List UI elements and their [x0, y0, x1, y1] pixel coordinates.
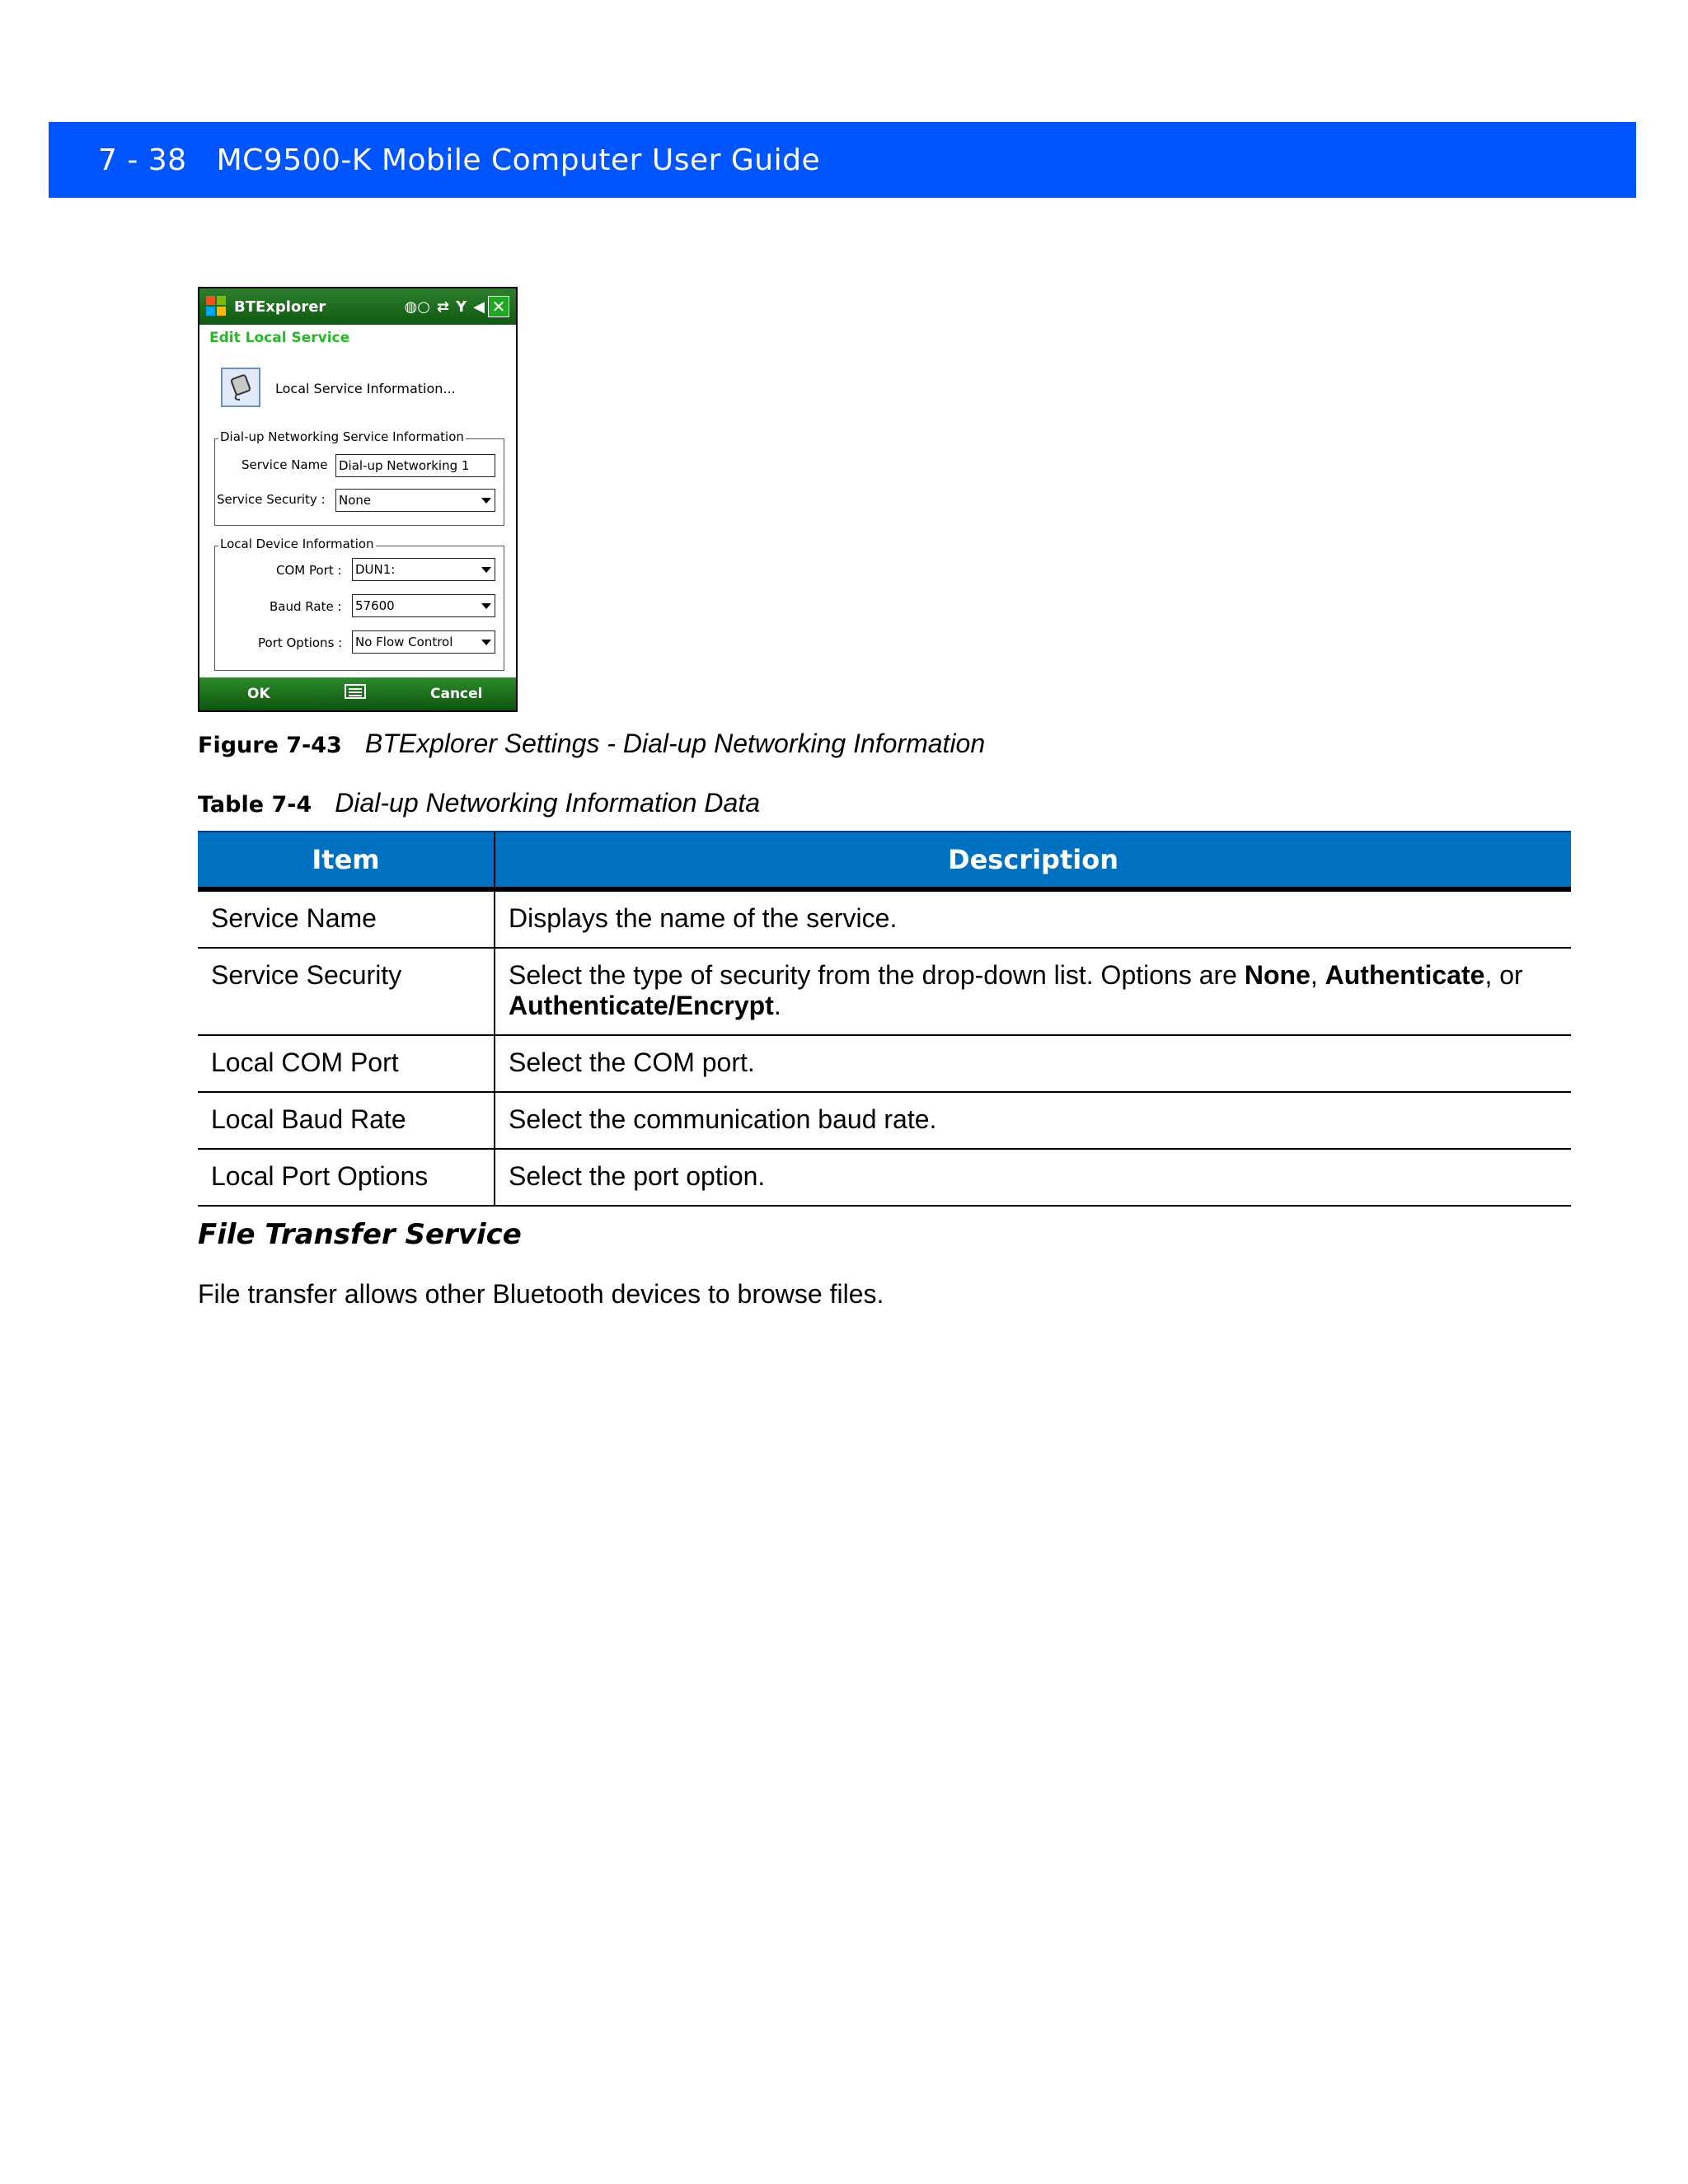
- speaker-icon: ◀: [473, 298, 485, 316]
- service-name-label: Service Name: [241, 457, 328, 472]
- item-cell: Local Baud Rate: [198, 1092, 495, 1149]
- item-cell: Service Security: [198, 948, 495, 1035]
- chevron-down-icon: [481, 640, 491, 645]
- signal-icon: Υ: [456, 298, 467, 316]
- device-title-bar: [199, 288, 516, 325]
- windows-start-icon[interactable]: [206, 296, 227, 317]
- app-title: BTExplorer: [234, 298, 326, 316]
- service-security-label: Service Security :: [217, 492, 326, 507]
- table-row: [198, 948, 1571, 1035]
- chevron-down-icon: [481, 567, 491, 573]
- dialup-info-table: [198, 831, 1571, 1207]
- local-device-group: [214, 537, 504, 671]
- com-port-select[interactable]: DUN1:: [352, 558, 495, 581]
- figure-caption: [198, 729, 985, 759]
- device-softkey-bar: [199, 677, 516, 710]
- service-icon: [221, 368, 260, 407]
- table-header-row: [198, 832, 1571, 889]
- port-options-select[interactable]: No Flow Control: [352, 630, 495, 654]
- table-row: [198, 1035, 1571, 1092]
- close-icon[interactable]: ✕: [488, 296, 509, 317]
- edit-local-service-heading: Edit Local Service: [209, 330, 350, 346]
- item-cell: Local COM Port: [198, 1035, 495, 1092]
- description-cell: Select the port option.: [495, 1149, 1571, 1206]
- table-label: Table 7-4: [198, 792, 312, 818]
- baud-rate-select[interactable]: 57600: [352, 594, 495, 617]
- local-service-info-label: Local Service Information...: [275, 381, 456, 396]
- group-title: Dial-up Networking Service Information: [220, 429, 464, 444]
- option-authenticate: Authenticate: [1325, 960, 1485, 990]
- cancel-button[interactable]: Cancel: [430, 686, 483, 702]
- chevron-down-icon: [481, 603, 491, 609]
- service-security-select[interactable]: None: [335, 489, 495, 512]
- description-cell: Select the communication baud rate.: [495, 1092, 1571, 1149]
- description-cell: Displays the name of the service.: [495, 889, 1571, 948]
- option-authenticate-encrypt: Authenticate/Encrypt: [509, 991, 774, 1020]
- baud-rate-label: Baud Rate :: [270, 599, 342, 614]
- figure-label: Figure 7-43: [198, 733, 342, 758]
- table-row: [198, 1149, 1571, 1206]
- device-screenshot: [198, 287, 518, 712]
- section-heading: File Transfer Service: [198, 1218, 522, 1251]
- section-body: File transfer allows other Bluetooth devices to browse files.: [198, 1279, 884, 1309]
- group-title: Local Device Information: [220, 537, 374, 551]
- item-cell: Local Port Options: [198, 1149, 495, 1206]
- port-options-label: Port Options :: [258, 635, 343, 650]
- dialup-service-group: [214, 429, 504, 526]
- service-name-input[interactable]: Dial-up Networking 1: [335, 454, 495, 477]
- chevron-down-icon: [481, 498, 491, 504]
- page-header: [49, 122, 1636, 198]
- page-number: 7 - 38: [98, 143, 187, 177]
- column-header-item: Item: [198, 832, 495, 889]
- table-title: Dial-up Networking Information Data: [335, 788, 761, 818]
- guide-title: MC9500-K Mobile Computer User Guide: [216, 143, 821, 177]
- table-row: [198, 1092, 1571, 1149]
- column-header-description: Description: [495, 832, 1571, 889]
- keyboard-icon[interactable]: [345, 684, 366, 699]
- description-cell: Select the COM port.: [495, 1035, 1571, 1092]
- table-caption: [198, 788, 760, 818]
- table-row: [198, 889, 1571, 948]
- description-cell: Select the type of security from the drop-down list. Options are None, Authenticate, or Authenticate/Encrypt.: [495, 948, 1571, 1035]
- ok-button[interactable]: OK: [247, 686, 270, 702]
- connectivity-icon: ⇄: [437, 298, 450, 316]
- bluetooth-status-icon: ◍○: [404, 298, 431, 316]
- com-port-label: COM Port :: [276, 563, 342, 578]
- figure-title: BTExplorer Settings - Dial-up Networking Information: [364, 729, 986, 758]
- status-icons: [405, 298, 485, 316]
- item-cell: Service Name: [198, 889, 495, 948]
- option-none: None: [1244, 960, 1311, 990]
